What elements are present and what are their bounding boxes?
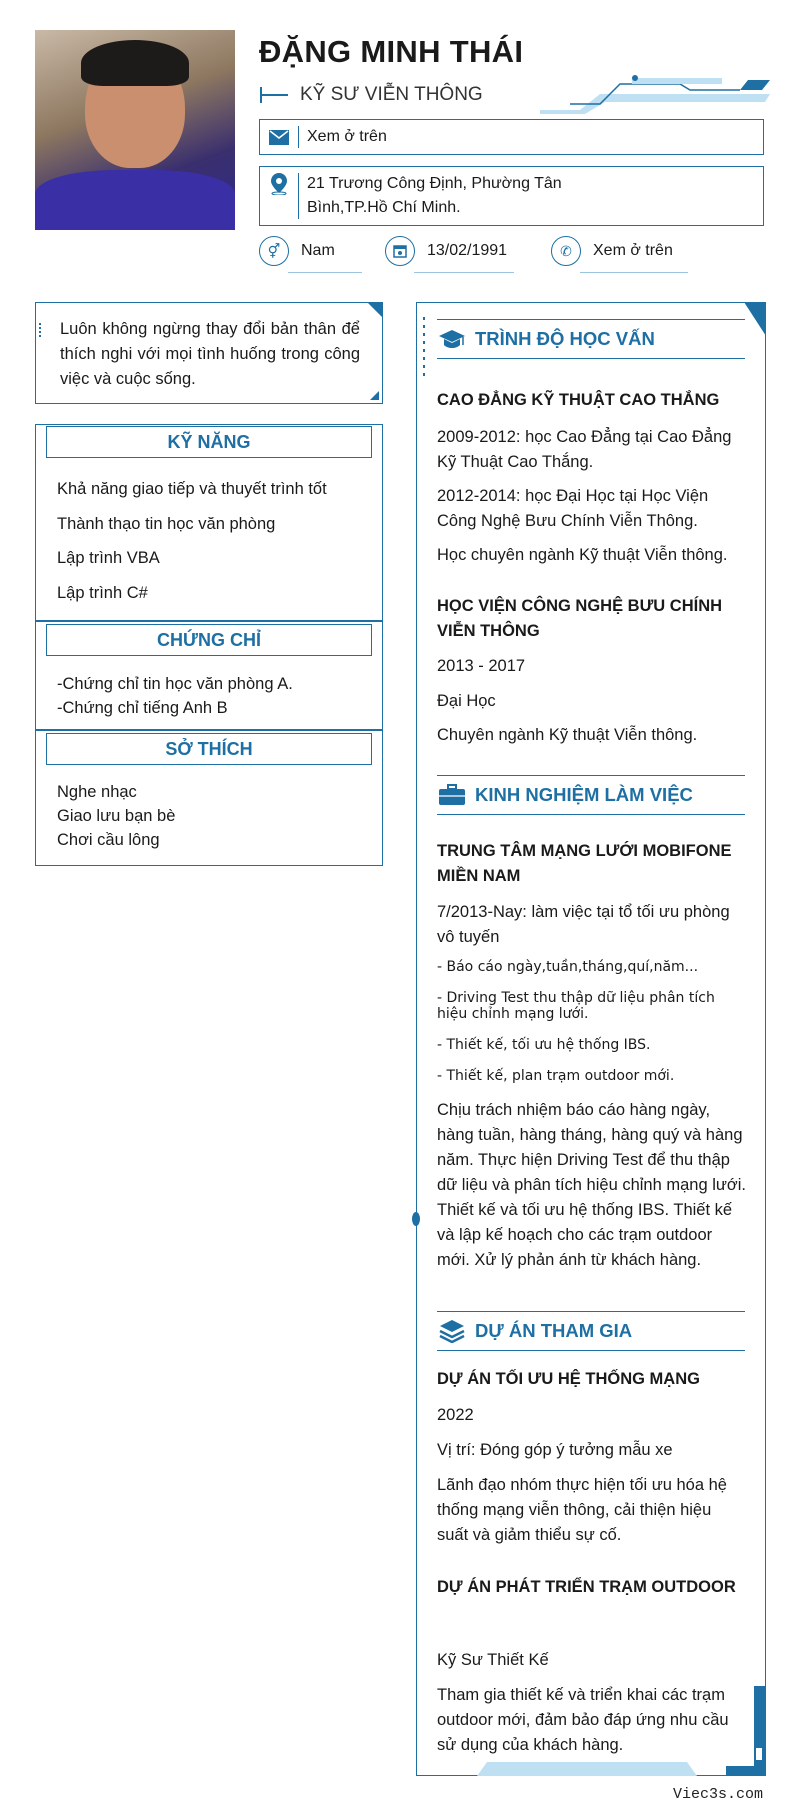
hobbies-title: SỞ THÍCH — [46, 733, 372, 765]
underline — [288, 272, 362, 273]
sidebar-panel — [35, 424, 383, 866]
address-line-2: Bình,TP.Hồ Chí Minh. — [307, 199, 461, 216]
project-year: 2022 — [437, 1406, 474, 1424]
company-name: TRUNG TÂM MẠNG LƯỚI MOBIFONE MIỀN NAM — [437, 842, 732, 885]
school-name: HỌC VIỆN CÔNG NGHỆ BƯU CHÍNH VIỄN THÔNG — [437, 597, 723, 640]
birthday-value: 13/02/1991 — [427, 242, 508, 259]
education-title: TRÌNH ĐỘ HỌC VẤN — [475, 328, 655, 349]
phone-field — [551, 236, 673, 266]
projects-heading — [437, 1311, 745, 1351]
main-panel — [416, 302, 766, 1776]
project-name: DỰ ÁN PHÁT TRIỂN TRẠM OUTDOOR — [437, 1578, 736, 1596]
location-pin-icon — [260, 167, 298, 195]
work-bullet: - Báo cáo ngày,tuần,tháng,quí,năm... — [437, 959, 699, 975]
skill-item: Lập trình VBA — [57, 549, 160, 567]
work-bullet: - Driving Test thu thập dữ liệu phân tích hiệu chỉnh mạng lưới. — [437, 990, 715, 1022]
side-knob — [411, 1211, 421, 1227]
work-period: 7/2013-Nay: làm việc tại tổ tối ưu phòng vô tuyến — [437, 903, 730, 946]
bottom-decoration — [477, 1762, 697, 1776]
skill-item: Khả năng giao tiếp và thuyết trình tốt — [57, 480, 327, 498]
footer-watermark[interactable]: Viec3s.com — [672, 1786, 763, 1803]
graduation-cap-icon — [439, 328, 469, 350]
objective-text: Luôn không ngừng thay đổi bản thân để thích nghi với mọi tình huống trong công việc và cuộc sống. — [60, 320, 360, 388]
project-role: Kỹ Sư Thiết Kế — [437, 1651, 549, 1669]
envelope-icon — [260, 130, 298, 145]
skill-item: Lập trình C# — [57, 584, 148, 602]
phone-value: Xem ở trên — [593, 242, 673, 259]
school-name: CAO ĐẲNG KỸ THUẬT CAO THẮNG — [437, 391, 720, 409]
full-name: ĐẶNG MINH THÁI — [259, 34, 524, 69]
address-row — [259, 166, 764, 226]
hobby-item: Giao lưu bạn bè — [57, 807, 176, 825]
briefcase-icon — [439, 784, 469, 806]
objective-panel — [35, 302, 383, 404]
experience-heading — [437, 775, 745, 815]
certificate-item: -Chứng chỉ tin học văn phòng A. — [57, 675, 293, 693]
certificates-title: CHỨNG CHỈ — [46, 624, 372, 656]
gender-value: Nam — [301, 242, 335, 259]
corner-decoration — [744, 302, 766, 336]
section-divider — [36, 729, 382, 731]
hobby-item: Nghe nhạc — [57, 783, 137, 801]
projects-title: DỰ ÁN THAM GIA — [475, 1320, 633, 1341]
email-row — [259, 119, 764, 155]
phone-icon: ✆ — [551, 236, 581, 266]
education-detail: 2009-2012: học Cao Đẳng tại Cao Đẳng Kỹ Thuật Cao Thắng. — [437, 428, 732, 471]
address-line-1: 21 Trương Công Định, Phường Tân — [307, 175, 562, 192]
side-decoration — [421, 317, 427, 377]
address-value — [299, 172, 562, 220]
certificate-item: -Chứng chỉ tiếng Anh B — [57, 699, 228, 717]
title-decor-line — [260, 94, 288, 96]
gender-icon: ⚥ — [259, 236, 289, 266]
project-name: DỰ ÁN TỐI ƯU HỆ THỐNG MẠNG — [437, 1370, 700, 1388]
gender-field — [259, 236, 335, 266]
skill-item: Thành thạo tin học văn phòng — [57, 515, 276, 533]
education-years: 2013 - 2017 — [437, 657, 526, 675]
work-bullet: - Thiết kế, plan trạm outdoor mới. — [437, 1068, 675, 1084]
project-description: Tham gia thiết kế và triển khai các trạm outdoor mới, đảm bảo đáp ứng nhu cầu sử dụng của khách hàng. — [437, 1686, 729, 1754]
work-bullet: - Thiết kế, tối ưu hệ thống IBS. — [437, 1037, 651, 1053]
calendar-icon — [385, 236, 415, 266]
education-detail: Học chuyên ngành Kỹ thuật Viễn thông. — [437, 546, 728, 564]
experience-title: KINH NGHIỆM LÀM VIỆC — [475, 784, 693, 805]
layers-icon — [439, 1319, 469, 1343]
education-detail: 2012-2014: học Đại Học tại Học Viện Công Nghệ Bưu Chính Viễn Thông. — [437, 487, 709, 530]
birthday-field — [385, 236, 507, 266]
corner-decoration — [367, 302, 383, 318]
email-value: Xem ở trên — [307, 128, 387, 145]
hobby-item: Chơi cầu lông — [57, 831, 160, 849]
education-degree: Đại Học — [437, 692, 496, 710]
education-heading — [437, 319, 745, 359]
profile-photo — [35, 30, 235, 230]
corner-decoration — [370, 391, 379, 400]
work-description: Chịu trách nhiệm báo cáo hàng ngày, hàng tuần, hàng tháng, hàng quý và hàng năm. Thực hiện Driving Test để thu thập dữ liệu và phân tích hiệu chỉnh mạng lưới. Thiết kế và tối ưu hệ thống IBS. Thiết kế và lập kế hoạch cho các trạm outdoor mới. Xử lý phản ánh từ khách hàng. — [437, 1101, 747, 1269]
job-title: KỸ SƯ VIỄN THÔNG — [300, 84, 483, 105]
header-decoration — [540, 74, 770, 114]
underline — [414, 272, 514, 273]
project-description: Lãnh đạo nhóm thực hiện tối ưu hóa hệ thống mạng viễn thông, cải thiện hiệu suất và giảm thiểu sự cố. — [437, 1476, 727, 1544]
project-role: Vị trí: Đóng góp ý tưởng mẫu xe — [437, 1441, 673, 1459]
underline — [580, 272, 688, 273]
education-major: Chuyên ngành Kỹ thuật Viễn thông. — [437, 726, 698, 744]
section-divider — [36, 620, 382, 622]
skills-title: KỸ NĂNG — [46, 426, 372, 458]
